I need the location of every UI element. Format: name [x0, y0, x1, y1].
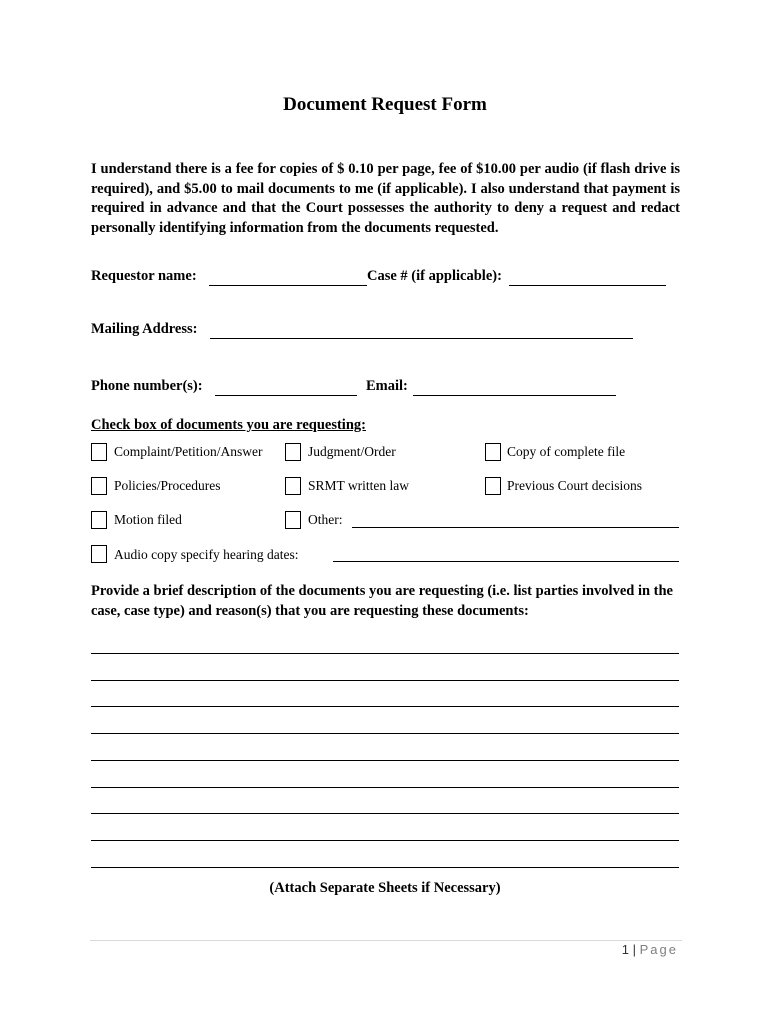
checkbox-audio-copy[interactable] [91, 545, 107, 563]
checkbox-policies-procedures[interactable] [91, 477, 107, 495]
attach-sheets-note: (Attach Separate Sheets if Necessary) [269, 880, 501, 896]
checkbox-label: Complaint/Petition/Answer [114, 444, 263, 459]
other-specify-field[interactable] [352, 527, 679, 528]
page-label: Page [639, 942, 678, 957]
footer-divider [90, 940, 682, 941]
checkbox-complaint-petition-answer[interactable] [91, 443, 107, 461]
checkbox-previous-court-decisions[interactable] [485, 477, 501, 495]
checklist-heading: Check box of documents you are requesting: [91, 417, 366, 433]
checkbox-other[interactable] [285, 511, 301, 529]
mailing-address-label: Mailing Address: [91, 321, 198, 337]
description-line[interactable] [91, 653, 679, 654]
checkbox-label: Copy of complete file [507, 444, 626, 459]
description-line[interactable] [91, 867, 679, 868]
description-line[interactable] [91, 840, 679, 841]
email-field[interactable] [413, 395, 616, 396]
case-number-label: Case # (if applicable): [367, 268, 502, 284]
description-line[interactable] [91, 760, 679, 761]
requestor-name-label: Requestor name: [91, 268, 197, 284]
checkbox-srmt-written-law[interactable] [285, 477, 301, 495]
description-line[interactable] [91, 706, 679, 707]
hearing-dates-field[interactable] [333, 561, 679, 562]
phone-number-label: Phone number(s): [91, 378, 203, 394]
checkbox-copy-of-complete-file[interactable] [485, 443, 501, 461]
page-title: Document Request Form [283, 94, 487, 115]
page-number-value: 1 [621, 942, 629, 957]
page-separator: | [632, 942, 636, 957]
mailing-address-field[interactable] [210, 338, 633, 339]
checkbox-label: Previous Court decisions [507, 478, 642, 493]
description-line[interactable] [91, 680, 679, 681]
requestor-name-field[interactable] [209, 285, 367, 286]
email-label: Email: [366, 378, 408, 394]
checkbox-label: Audio copy specify hearing dates: [114, 547, 299, 562]
description-prompt: Provide a brief description of the documents you are requesting (i.e. list parties involved in the case, case type) and reason(s) that you are requesting these documents: [91, 583, 673, 619]
fee-acknowledgement-text: I understand there is a fee for copies of $ 0.10 per page, fee of $10.00 per audio (if flash drive is required), and $5.00 to mail documents to me (if applicable). I also understand that payment is required in advance and that the Court possesses the authority to deny a request and redact personally identifying information from the documents requested. [91, 161, 680, 236]
checkbox-label: Motion filed [114, 512, 182, 527]
description-line[interactable] [91, 813, 679, 814]
description-line[interactable] [91, 787, 679, 788]
page-number [560, 942, 678, 957]
case-number-field[interactable] [509, 285, 666, 286]
checkbox-judgment-order[interactable] [285, 443, 301, 461]
checkbox-motion-filed[interactable] [91, 511, 107, 529]
checkbox-label: Judgment/Order [308, 444, 396, 459]
checkbox-label: SRMT written law [308, 478, 409, 493]
description-line[interactable] [91, 733, 679, 734]
checkbox-label: Other: [308, 512, 343, 527]
phone-number-field[interactable] [215, 395, 357, 396]
checkbox-label: Policies/Procedures [114, 478, 221, 493]
